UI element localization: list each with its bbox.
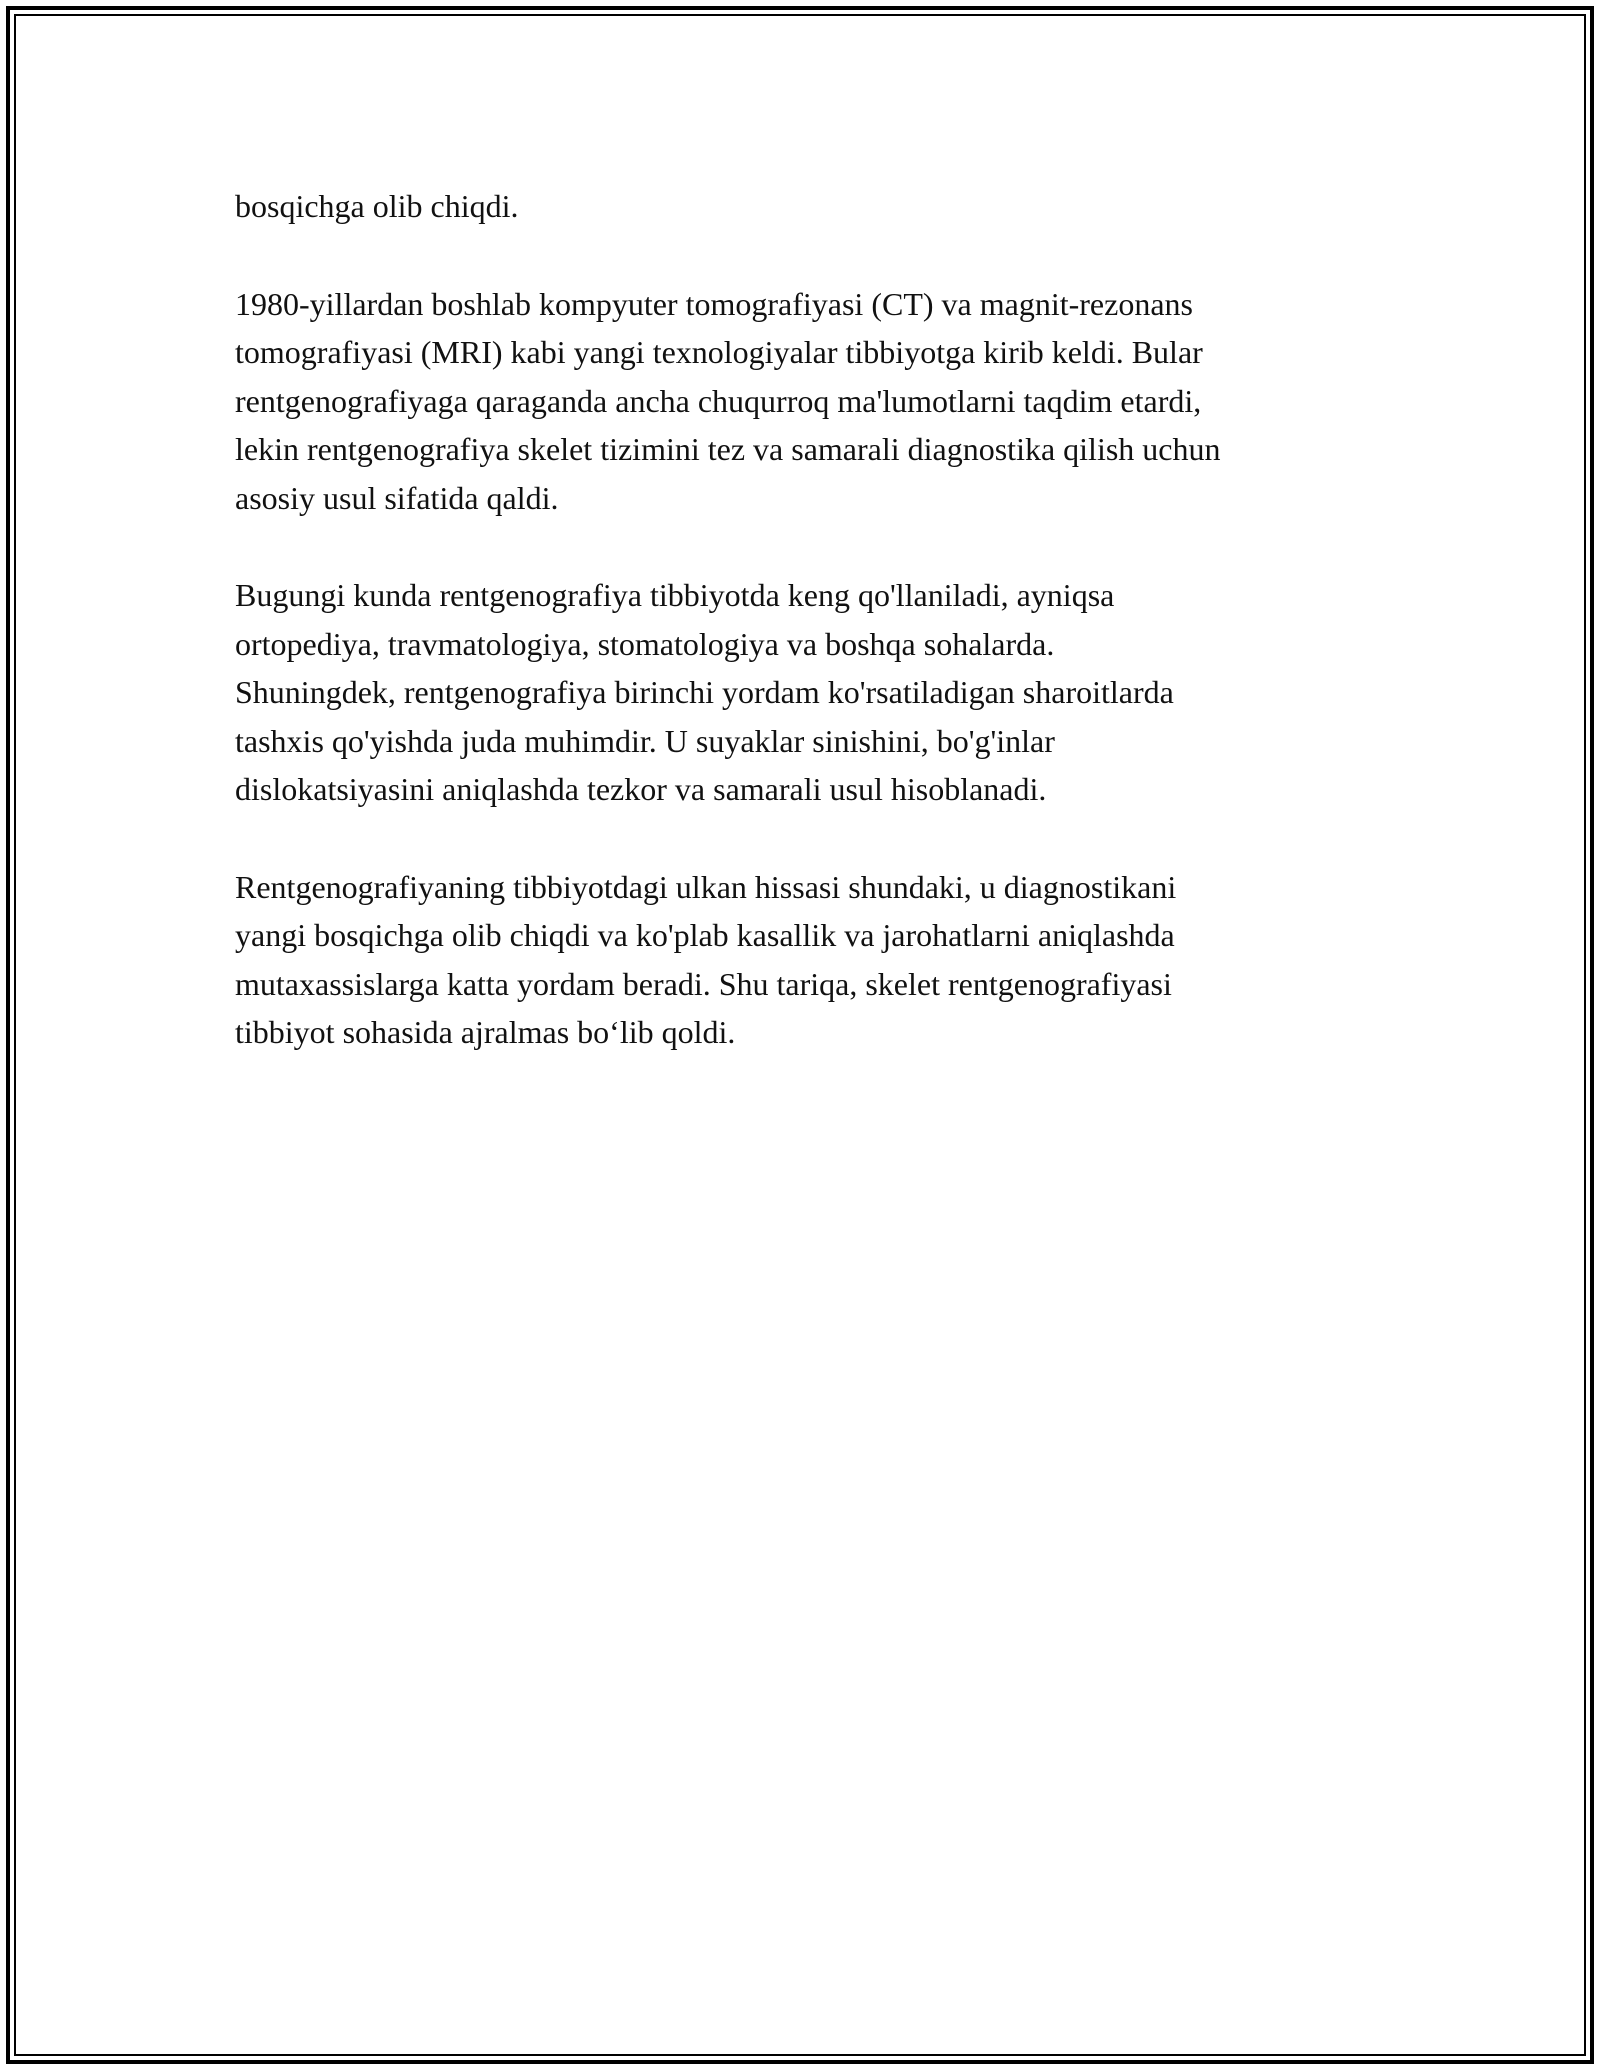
paragraph-modern-use: Bugungi kunda rentgenografiya tibbiyotda keng qo'llaniladi, ayniqsa ortopediya, travmatologiya, stomatologiya va boshqa sohalarda. Shuningdek, rentgenografiya birinchi yordam ko'rsatiladigan sharoitlarda tashxis qo'yishda juda muhimdir. U suyaklar sinishini, bo'g'inlar dislokatsiyasini aniqlashda tezkor va samarali usul hisoblanadi. xyxy=(235,577,1174,807)
document-body xyxy=(235,182,1395,1106)
paragraph-ct-mri: 1980-yillardan boshlab kompyuter tomografiyasi (CT) va magnit-rezonans tomografiyasi (MRI) kabi yangi texnologiyalar tibbiyotga kirib keldi. Bular rentgenografiyaga qaraganda ancha chuqurroq ma'lumotlarni taqdim etardi, lekin rentgenografiya skelet tizimini tez va samarali diagnostika qilish uchun asosiy usul sifatida qaldi. xyxy=(235,285,1221,516)
paragraph-conclusion: Rentgenografiyaning tibbiyotdagi ulkan hissasi shundaki, u diagnostikani yangi bosqichga olib chiqdi va ko'plab kasallik va jarohatlarni aniqlashda mutaxassislarga katta yordam beradi. Shu tariqa, skelet rentgenografiyasi tibbiyot sohasida ajralmas bo‘lib qoldi. xyxy=(235,868,1177,1050)
paragraph-continuation: bosqichga olib chiqdi. xyxy=(235,188,519,224)
